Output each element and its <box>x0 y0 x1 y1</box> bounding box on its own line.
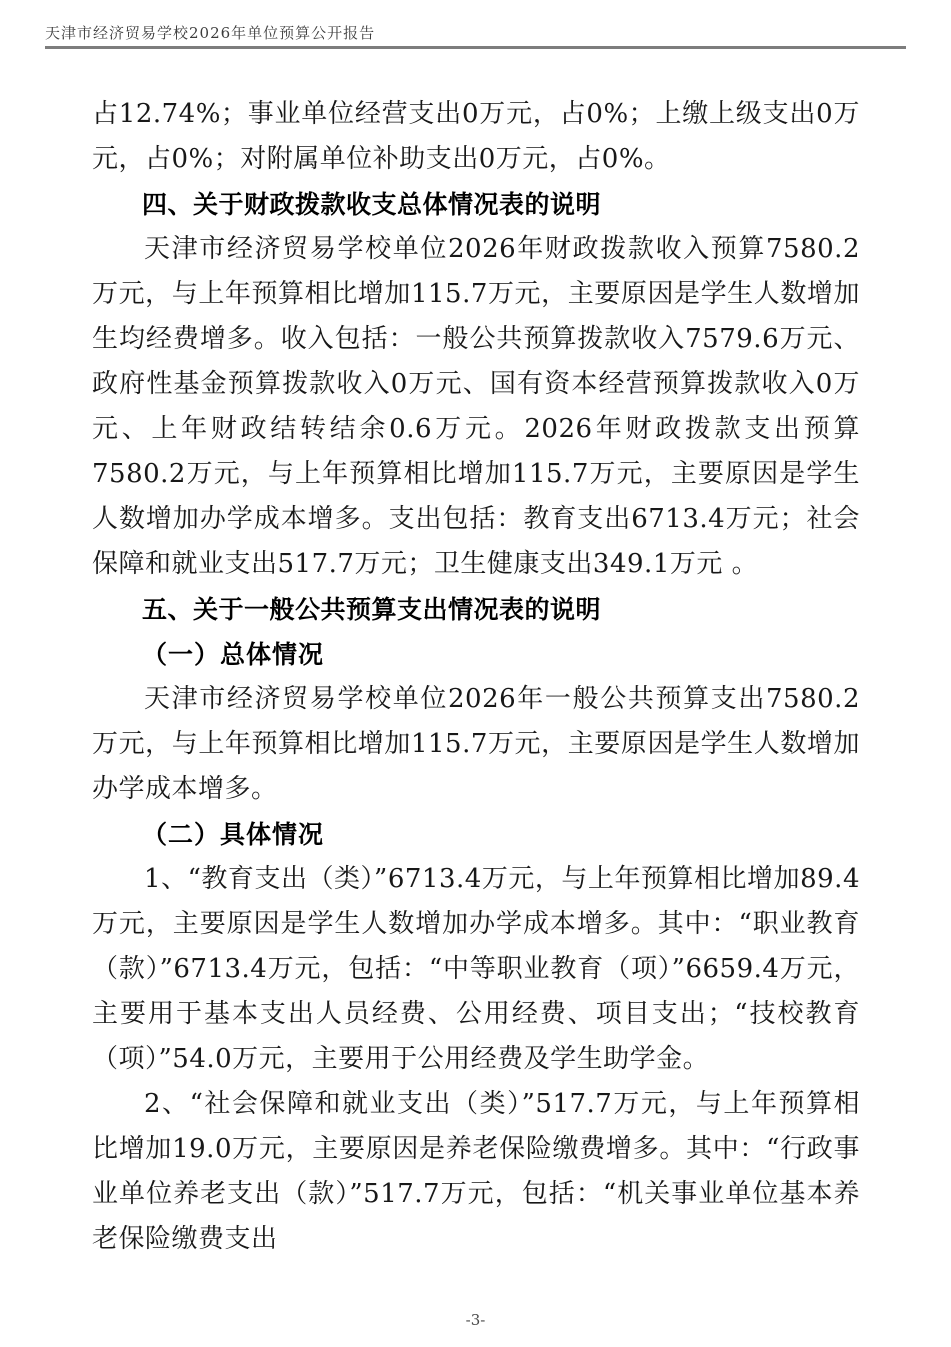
running-header-title: 天津市经济贸易学校2026年单位预算公开报告 <box>45 24 376 42</box>
document-body <box>92 92 860 1262</box>
section4-heading: 四、关于财政拨款收支总体情况表的说明 <box>142 190 602 219</box>
section4-paragraph: 天津市经济贸易学校单位2026年财政拨款收入预算7580.2万元，与上年预算相比增加115.7万元，主要原因是学生人数增加生均经费增多。收入包括：一般公共预算拨款收入7579.6万元、政府性基金预算拨款收入0万元、国有资本经营预算拨款收入0万元、上年财政结转结余0.6万元。2026年财政拨款支出预算7580.2万元，与上年预算相比增加115.7万元，主要原因是学生人数增加办学成本增多。支出包括：教育支出6713.4万元；社会保障和就业支出517.7万元；卫生健康支出349.1万元 。 <box>92 234 860 579</box>
paragraph-continuation: 占12.74%；事业单位经营支出0万元，占0%；上缴上级支出0万元，占0%；对附属单位补助支出0万元，占0%。 <box>92 99 860 174</box>
header-rule-divider <box>45 46 906 49</box>
section5-sub2-item1-paragraph: 1、“教育支出（类）”6713.4万元，与上年预算相比增加89.4万元，主要原因是学生人数增加办学成本增多。其中：“职业教育（款）”6713.4万元，包括：“中等职业教育（项）”6659.4万元，主要用于基本支出人员经费、公用经费、项目支出；“技校教育（项）”54.0万元，主要用于公用经费及学生助学金。 <box>92 864 860 1074</box>
section5-heading: 五、关于一般公共预算支出情况表的说明 <box>142 595 602 624</box>
section5-sub1-heading: （一）总体情况 <box>142 640 325 669</box>
section5-sub2-heading: （二）具体情况 <box>142 820 325 849</box>
section5-sub2-item2-paragraph: 2、“社会保障和就业支出（类）”517.7万元，与上年预算相比增加19.0万元，主要原因是养老保险缴费增多。其中：“行政事业单位养老支出（款）”517.7万元，包括：“机关事业单位基本养老保险缴费支出 <box>92 1089 860 1254</box>
page-number: -3- <box>465 1311 486 1329</box>
section5-sub1-paragraph: 天津市经济贸易学校单位2026年一般公共预算支出7580.2万元，与上年预算相比增加115.7万元，主要原因是学生人数增加办学成本增多。 <box>92 684 860 804</box>
